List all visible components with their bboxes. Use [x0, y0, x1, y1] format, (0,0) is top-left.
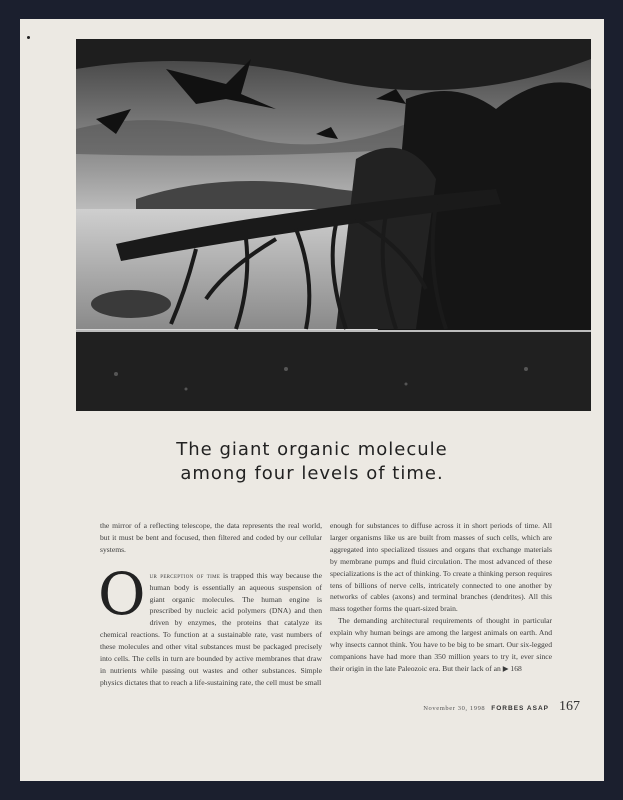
- issue-date: November 30, 1998: [423, 705, 486, 712]
- lead-body: is trapped this way because the human body is essentially an aqueous suspension of giant organic molecules. The human engine is prescribed by nucleic acid polymers (DNA) and then driven by enzymes, the proteins that catalyze its chemical reactions. To function at a sustainable rate, vast numbers of these molecules and other vital substances must be packaged precisely into cells. The cells in turn are bounded by active membranes that draw in nutrients while passing out wastes and other substances. Simple physics dictates that to reach a life-sustaining rate, the cell must be small: [100, 570, 322, 687]
- magazine-page: [20, 19, 604, 781]
- right-paragraph-2: The demanding architectural requirements of thought in particular explain why human beings are among the largest animals on earth. And why insects cannot think. You have to be big to be smart. Our six-legged companions have had more than 350 million years to try it, ever since their origin in the late Paleozoic era. But their lack of an ▶ 168: [330, 616, 552, 673]
- headline-line-2: among four levels of time.: [180, 463, 444, 484]
- prehistoric-swamp-photo: [76, 39, 591, 411]
- lead-paragraph: [98, 559, 322, 689]
- text-column-right: [330, 520, 552, 675]
- text-column-left: [100, 520, 322, 689]
- right-paragraph-1: enough for substances to diffuse across it in short periods of time. All larger organisms like us are built from masses of such cells, which are aggregated into specialized tissues and organs that exchange materials by membrane pumps and fluid circulation. The most advanced of these specializations is the act of thinking. To create a thinking person requires tens of billions of nerve cells, intricately connected to one another by networks of cables (axons) and terminal branches (dendrites). All this mass together forms the quart-sized brain.: [330, 521, 552, 614]
- page-footer: [400, 699, 580, 719]
- drop-cap: O: [98, 559, 146, 628]
- magazine-name: FORBES ASAP: [491, 705, 549, 712]
- page-number: 167: [559, 699, 580, 714]
- margin-dot: [27, 36, 30, 39]
- article-headline: [20, 438, 604, 486]
- swamp-illustration: [76, 39, 591, 411]
- intro-paragraph: the mirror of a reflecting telescope, the data represents the real world, but it must be bent and focused, then filtered and coded by our cellular systems.: [100, 521, 322, 554]
- headline-line-1: The giant organic molecule: [176, 439, 448, 460]
- lead-in-smallcaps: ur perception of time: [149, 570, 221, 580]
